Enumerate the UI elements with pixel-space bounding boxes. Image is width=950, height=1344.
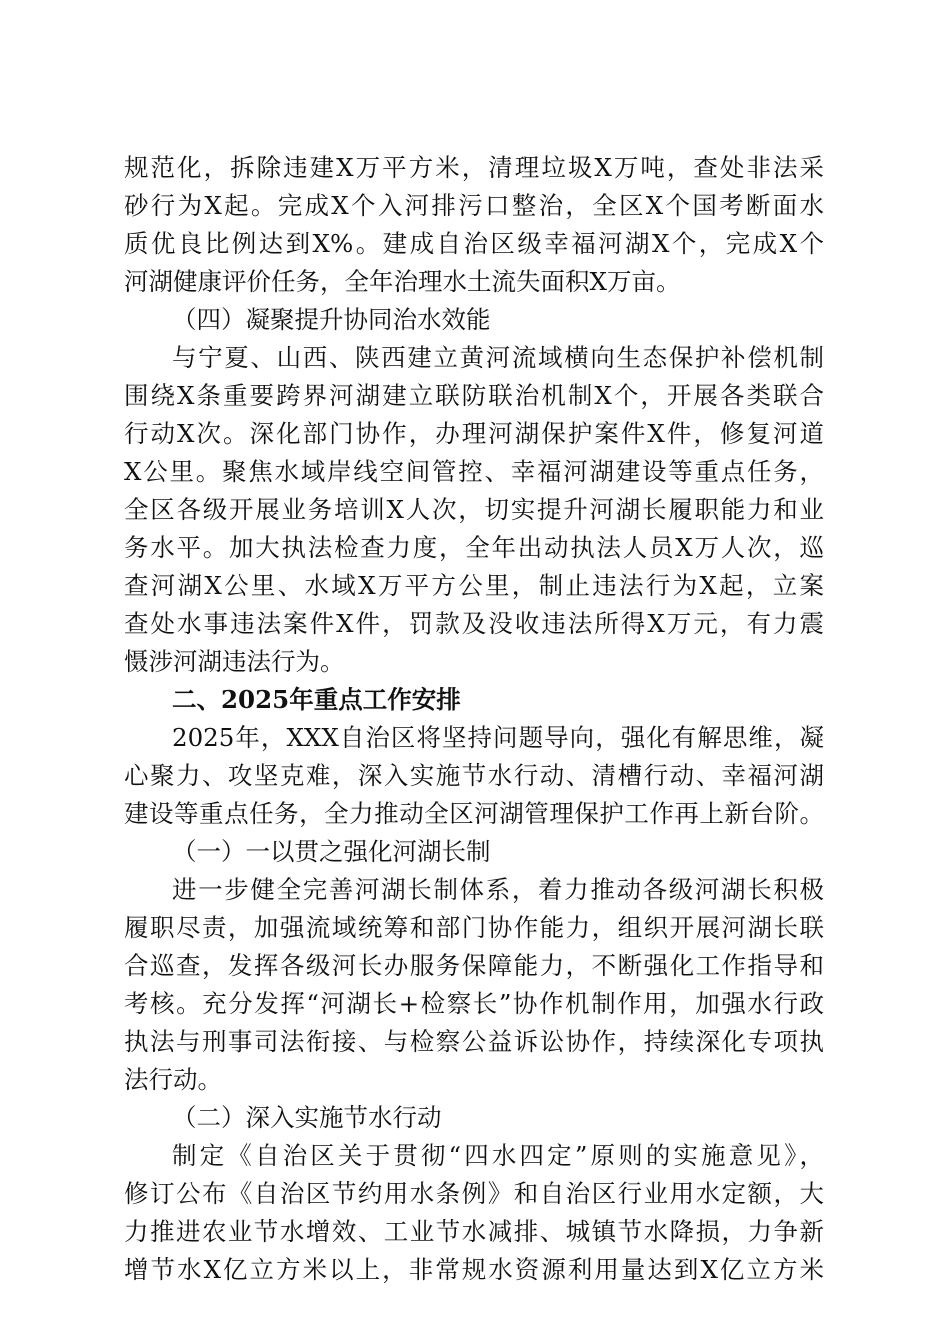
body-line: 履职尽责，加强流域统筹和部门协作能力，组织开展河湖长联 xyxy=(124,913,824,942)
body-line: 考核。充分发挥“河湖长+检察长”协作机制作用，加强水行政 xyxy=(124,989,824,1018)
body-line: 力推进农业节水增效、工业节水减排、城镇节水降损，力争新 xyxy=(124,1217,824,1246)
paragraph-first-line: 与宁夏、山西、陕西建立黄河流域横向生态保护补偿机制 xyxy=(172,343,824,372)
body-line: 建设等重点任务，全力推动全区河湖管理保护工作再上新台阶。 xyxy=(124,799,824,828)
body-line: 查河湖X公里、水域X万平方公里，制止违法行为X起，立案 xyxy=(124,571,824,600)
body-line: 修订公布《自治区节约用水条例》和自治区行业用水定额，大 xyxy=(124,1179,824,1208)
body-line: 心聚力、攻坚克难，深入实施节水行动、清槽行动、幸福河湖 xyxy=(124,761,824,790)
body-line: X公里。聚焦水域岸线空间管控、幸福河湖建设等重点任务， xyxy=(124,457,824,486)
body-line: 规范化，拆除违建X万平方米，清理垃圾X万吨，查处非法采 xyxy=(124,153,824,182)
subsection-heading: （四）凝聚提升协同治水效能 xyxy=(172,305,491,334)
body-line: 慑涉河湖违法行为。 xyxy=(124,647,345,676)
paragraph-first-line: 进一步健全完善河湖长制体系，着力推动各级河湖长积极 xyxy=(172,875,824,904)
body-line: 合巡查，发挥各级河长办服务保障能力，不断强化工作指导和 xyxy=(124,951,824,980)
body-line: 围绕X条重要跨界河湖建立联防联治机制X个，开展各类联合 xyxy=(124,381,824,410)
body-line: 法行动。 xyxy=(124,1065,222,1094)
body-line: 增节水X亿立方米以上，非常规水资源利用量达到X亿立方米 xyxy=(124,1255,824,1284)
paragraph-first-line: 2025年，XXX自治区将坚持问题导向，强化有解思维，凝 xyxy=(172,723,824,752)
body-line: 质优良比例达到X%。建成自治区级幸福河湖X个，完成X个 xyxy=(124,229,824,258)
body-line: 执法与刑事司法衔接、与检察公益诉讼协作，持续深化专项执 xyxy=(124,1027,824,1056)
body-line: 查处水事违法案件X件，罚款及没收违法所得X万元，有力震 xyxy=(124,609,824,638)
body-line: 河湖健康评价任务，全年治理水土流失面积X万亩。 xyxy=(124,267,681,296)
paragraph-first-line: 制定《自治区关于贯彻“四水四定”原则的实施意见》， xyxy=(172,1141,824,1170)
body-line: 砂行为X起。完成X个入河排污口整治，全区X个国考断面水 xyxy=(124,191,824,220)
subsection-heading: （一）一以贯之强化河湖长制 xyxy=(172,837,491,866)
subsection-heading: （二）深入实施节水行动 xyxy=(172,1103,442,1132)
body-line: 行动X次。深化部门协作，办理河湖保护案件X件，修复河道 xyxy=(124,419,824,448)
section-heading: 二、2025年重点工作安排 xyxy=(172,685,461,714)
body-line: 务水平。加大执法检查力度，全年出动执法人员X万人次，巡 xyxy=(124,533,824,562)
body-line: 全区各级开展业务培训X人次，切实提升河湖长履职能力和业 xyxy=(124,495,824,524)
